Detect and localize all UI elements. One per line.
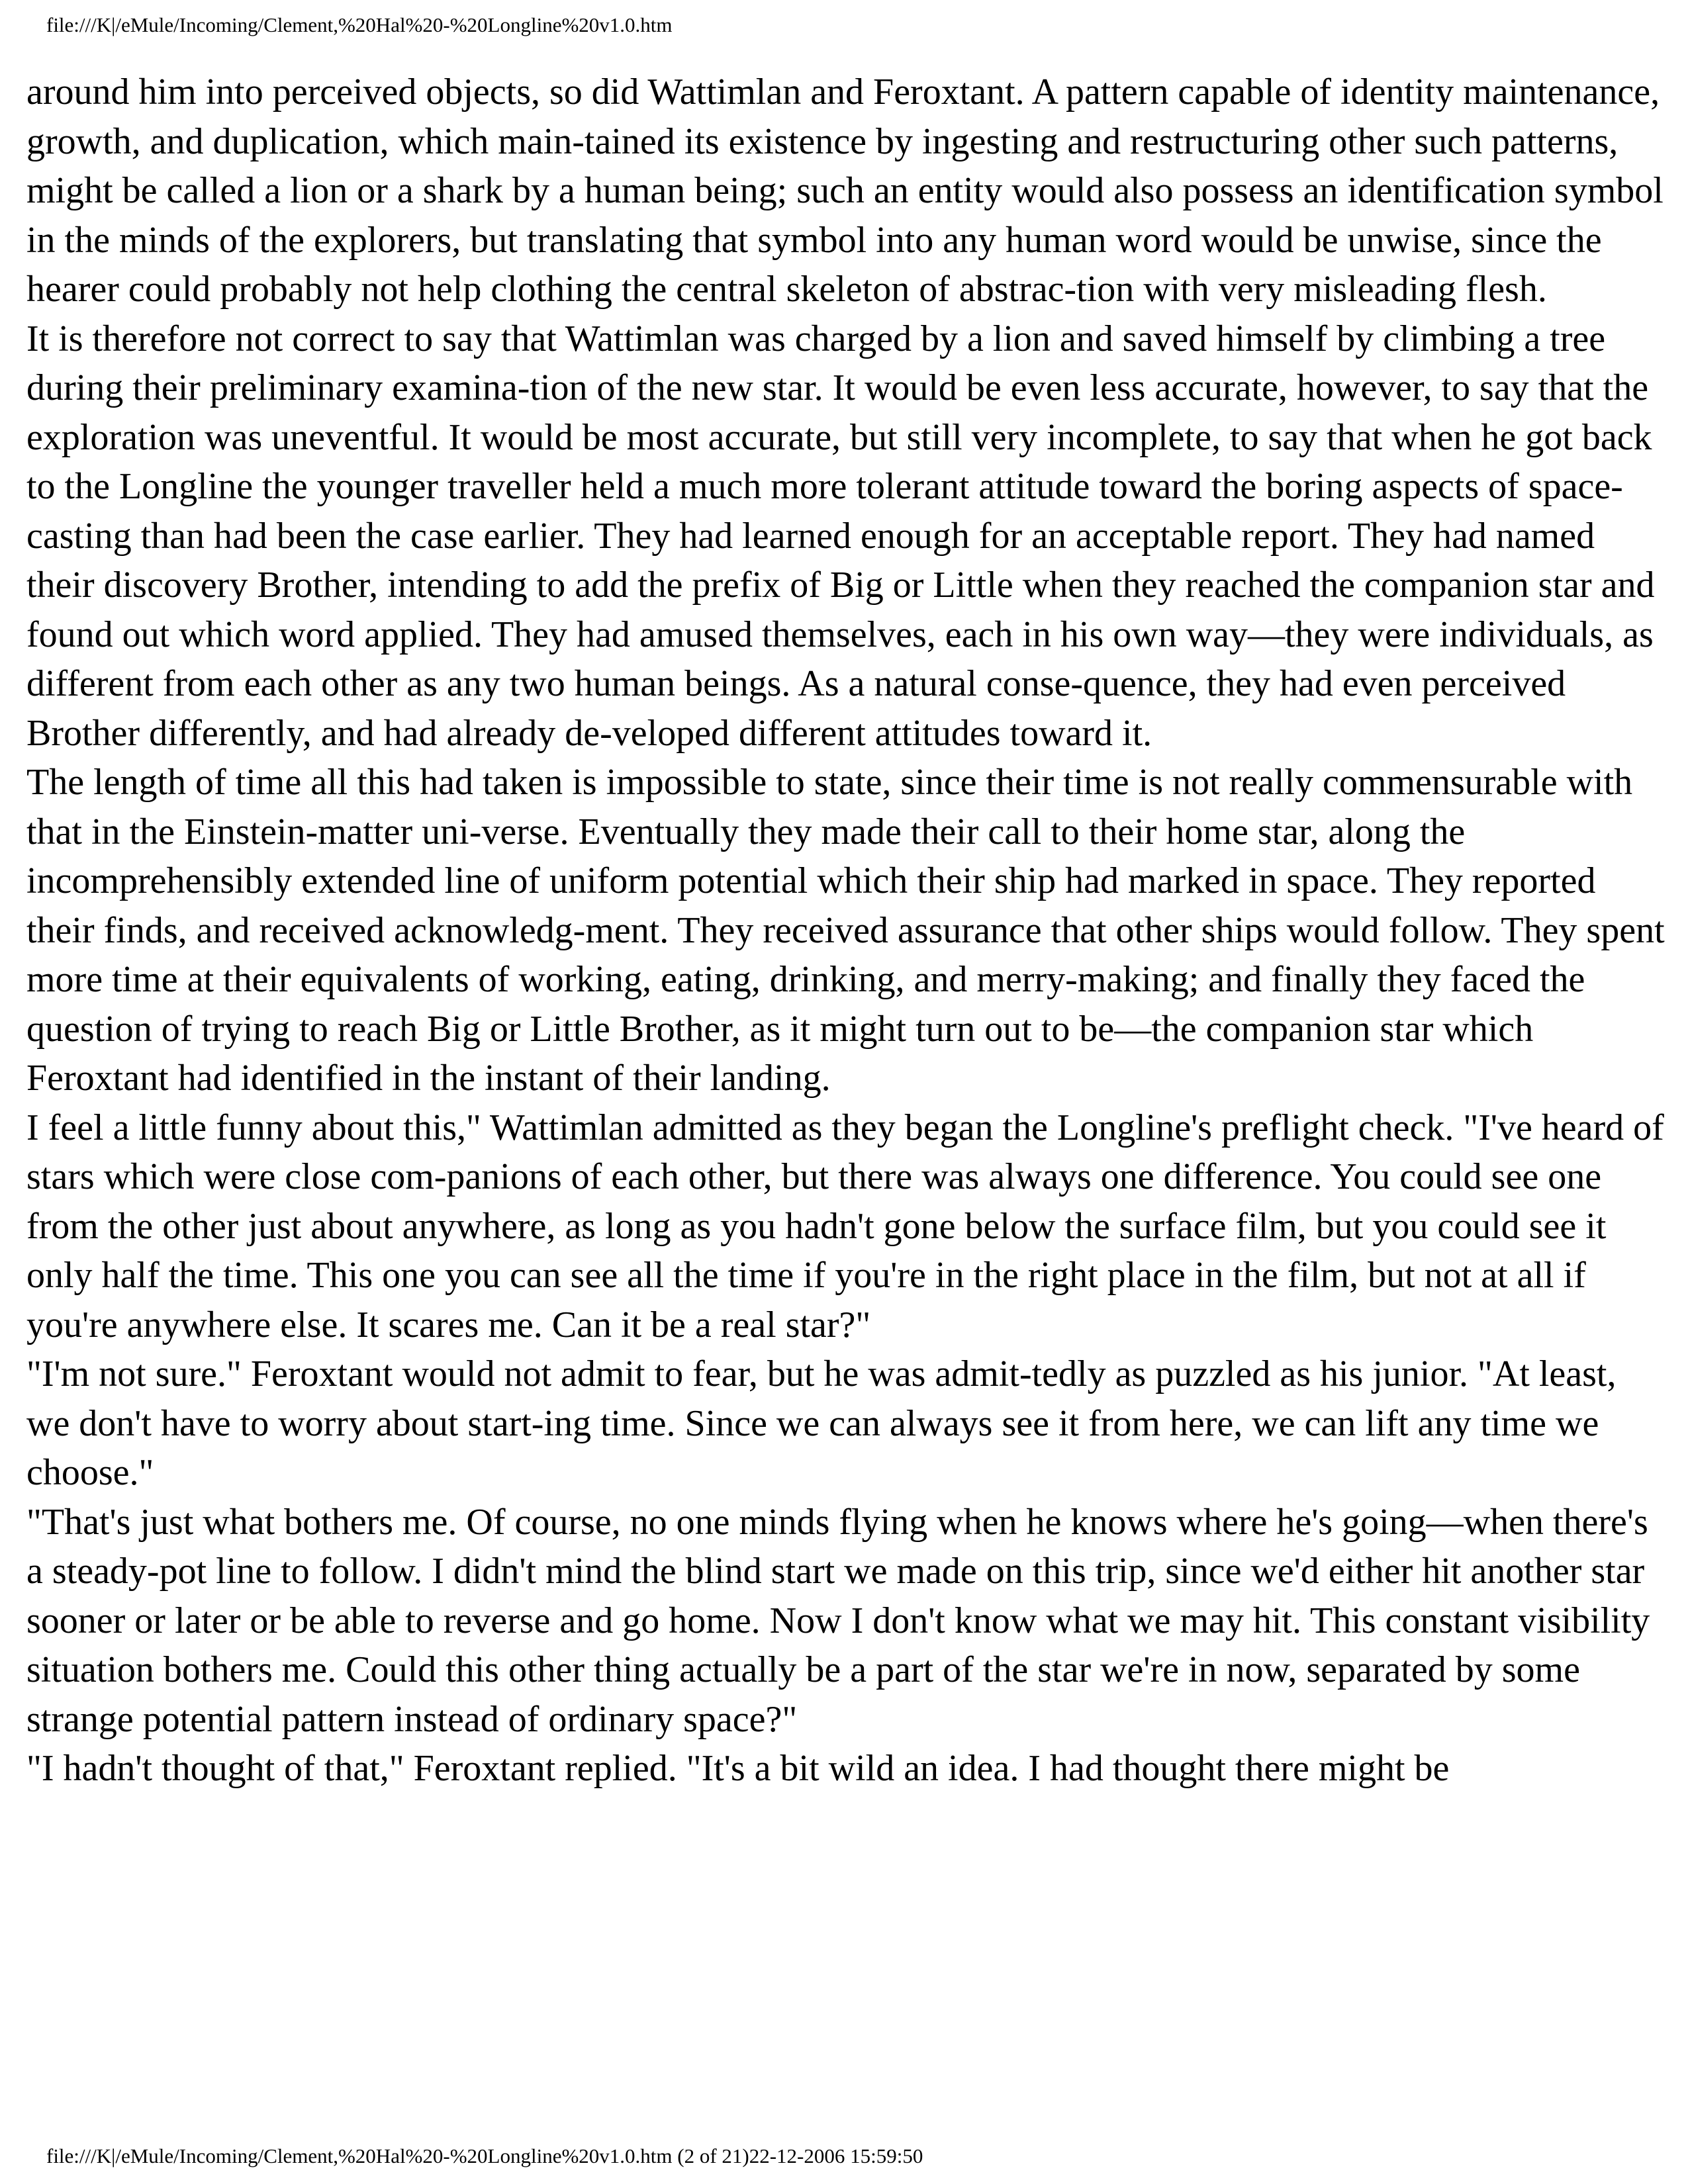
paragraph: "That's just what bothers me. Of course, no one minds flying when he knows where he's going—when there's a steady-pot line to follow. I didn't mind the blind start we made on this trip, since we'd either hit another star sooner or later or be able to reverse and go home. Now I don't know what we may hit. This constant visibility situation bothers me. Could this other thing actually be a part of the star we're in now, separated by some strange potential pattern instead of ordinary space?"	[26, 1501, 1650, 1740]
paragraph: The length of time all this had taken is impossible to state, since their time is not really commensurable with that in the Einstein-matter uni-verse. Eventually they made their call to their home star, along the incomprehensibly extended line of uniform potential which their ship had marked in space. They reported their finds, and received acknowledg-ment. They received assurance that other ships would follow. They spent more time at their equivalents of working, eating, drinking, and merry-making; and finally they faced the question of trying to reach Big or Little Brother, as it might turn out to be—the companion star which Feroxtant had identified in the instant of their landing.	[26, 762, 1665, 1099]
page-footer: file:///K|/eMule/Incoming/Clement,%20Hal%20-%20Longline%20v1.0.htm (2 of 21)22-12-2006 15:59:50	[46, 2144, 923, 2167]
page-header-url: file:///K|/eMule/Incoming/Clement,%20Hal%20-%20Longline%20v1.0.htm	[46, 13, 673, 36]
paragraph: "I'm not sure." Feroxtant would not admit to fear, but he was admit-tedly as puzzled as his junior. "At least, we don't have to worry about start-ing time. Since we can always see it from here, we can lift any time we choose."	[26, 1353, 1617, 1493]
paragraph: "I hadn't thought of that," Feroxtant replied. "It's a bit wild an idea. I had thought there might be	[26, 1748, 1450, 1789]
paragraph: I feel a little funny about this," Wattimlan admitted as they began the Longline's preflight check. "I've heard of stars which were close com-panions of each other, but there was always one difference. You could see one from the other just about anywhere, as long as you hadn't gone below the surface film, but you could see it only half the time. This one you can see all the time if you're in the right place in the film, but not at all if you're anywhere else. It scares me. Can it be a real star?"	[26, 1107, 1664, 1345]
paragraph: around him into perceived objects, so did Wattimlan and Feroxtant. A pattern capable of identity maintenance, growth, and duplication, which main-tained its existence by ingesting and restructuring other such patterns, might be called a lion or a shark by a human being; such an entity would also possess an identification symbol in the minds of the explorers, but translating that symbol into any human word would be unwise, since the hearer could probably not help clothing the central skeleton of abstrac-tion with very misleading flesh.	[26, 71, 1664, 310]
paragraph: It is therefore not correct to say that Wattimlan was charged by a lion and saved himself by climbing a tree during their preliminary examina-tion of the new star. It would be even less accurate, however, to say that the exploration was uneventful. It would be most accurate, but still very incomplete, to say that when he got back to the Longline the younger traveller held a much more tolerant attitude toward the boring aspects of space-casting than had been the case earlier. They had learned enough for an acceptable report. They had named their discovery Brother, intending to add the prefix of Big or Little when they reached the companion star and found out which word applied. They had amused themselves, each in his own way—they were individuals, as different from each other as any two human beings. As a natural conse-quence, they had even perceived Brother differently, and had already de-veloped different attitudes toward it.	[26, 318, 1655, 754]
document-body	[26, 68, 1668, 1794]
